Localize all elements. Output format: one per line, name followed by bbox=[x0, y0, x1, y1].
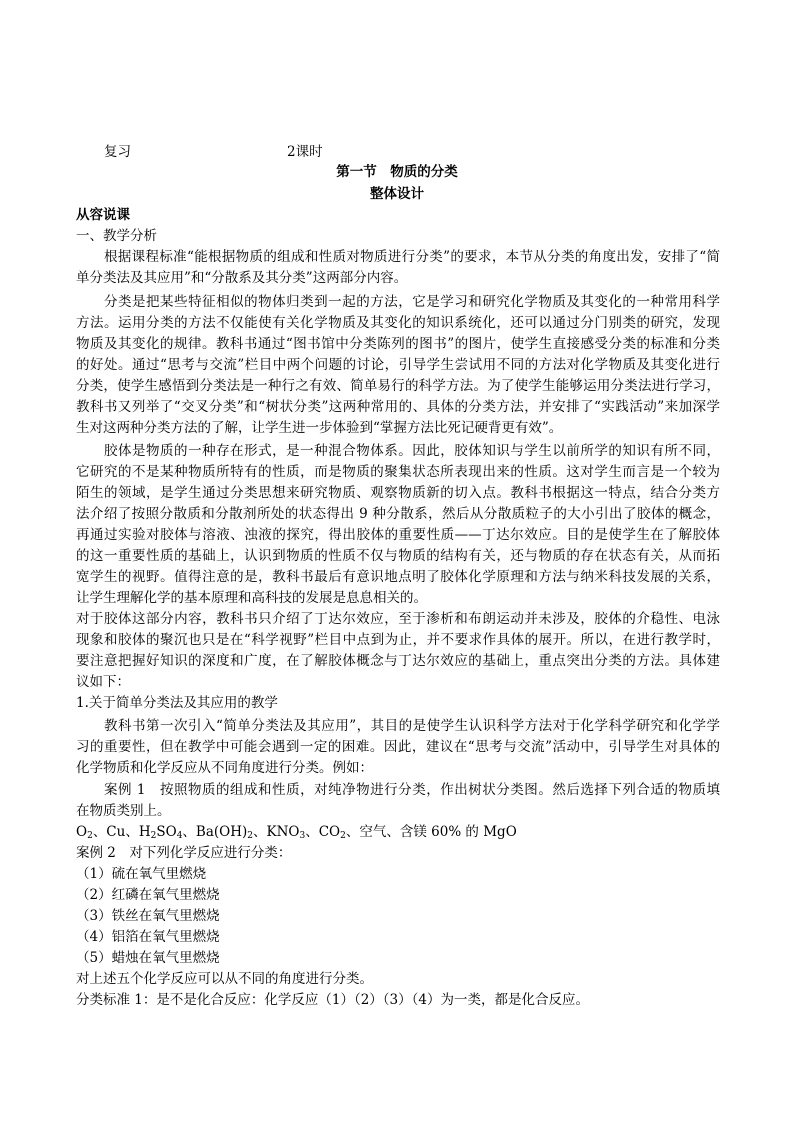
paragraph-line: 它研究的不是某种物质所特有的性质，而是物质的聚集状态所表现出来的性质。这对学生而言是一个较为 bbox=[76, 464, 720, 480]
subsection-title: 1.关于简单分类法及其应用的教学 bbox=[76, 695, 278, 711]
summary-line: 对上述五个化学反应可以从不同的角度进行分类。 bbox=[76, 971, 373, 987]
paragraph-line: 教科书第一次引入“简单分类法及其应用”，其目的是使学生认识科学方法对于化学科学研究和化学学 bbox=[104, 718, 720, 734]
paragraph-line: 胶体是物质的一种存在形式，是一种混合物体系。因此，胶体知识与学生以前所学的知识有所不同， bbox=[104, 443, 720, 459]
paragraph-line: 教科书又列举了“交叉分类”和“树状分类”这两种常用的、具体的分类方法，并安排了“实践活动”来加深学 bbox=[76, 399, 720, 415]
paragraph-line: 议如下： bbox=[76, 674, 130, 690]
case-1-text: 案例 1 按照物质的组成和性质，对纯净物进行分类，作出树状分类图。然后选择下列合适的物质填 bbox=[104, 782, 720, 798]
reaction-item: （1）硫在氧气里燃烧 bbox=[76, 866, 207, 882]
section-title: 第一节 物质的分类 bbox=[336, 164, 458, 180]
reaction-item: （2）红磷在氧气里燃烧 bbox=[76, 887, 220, 903]
paragraph-line: 分类是把某些特征相似的物体归类到一起的方法，它是学习和研究化学物质及其变化的一种常用科学 bbox=[104, 294, 720, 310]
paragraph-line: 现象和胶体的聚沉也只是在“科学视野”栏目中点到为止，并不要求作具体的展开。所以，在进行教学时， bbox=[76, 632, 720, 648]
paragraph-line: 方法。运用分类的方法不仅能使有关化学物质及其变化的知识系统化，还可以通过分门别类的研究，发现 bbox=[76, 315, 720, 331]
course-label: 复习 bbox=[104, 144, 131, 160]
paragraph-line: 根据课程标准“能根据物质的组成和性质对物质进行分类”的要求，本节从分类的角度出发，安排了“简 bbox=[104, 249, 720, 265]
case-2-title: 案例 2 对下列化学反应进行分类： bbox=[76, 845, 292, 861]
paragraph-line: 对于胶体这部分内容，教科书只介绍了丁达尔效应，至于渗析和布朗运动并未涉及，胶体的介稳性、电泳 bbox=[76, 611, 720, 627]
paragraph-line: 再通过实验对胶体与溶液、浊液的探究，得出胶体的重要性质——丁达尔效应。目的是使学生在了解胶体 bbox=[76, 527, 720, 543]
paragraph-line: 要注意把握好知识的深度和广度，在了解胶体概念与丁达尔效应的基础上，重点突出分类的方法。具体建 bbox=[76, 653, 720, 669]
formula-line: $O_2$、Cu、$H_2SO_4$、$Ba(OH)_2$、$KNO_3$、$CO_2$、空气、含镁 60% 的 MgO bbox=[76, 824, 517, 841]
hours-label: 2课时 bbox=[287, 144, 323, 160]
reaction-item: （4）铝箔在氧气里燃烧 bbox=[76, 929, 220, 945]
paragraph-line: 分类，使学生感悟到分类法是一种行之有效、简单易行的科学方法。为了使学生能够运用分类法进行学习， bbox=[76, 378, 720, 394]
paragraph-line: 习的重要性，但在教学中可能会遇到一定的困难。因此，建议在“思考与交流”活动中，引导学生对具体的 bbox=[76, 739, 720, 755]
paragraph-line: 的好处。通过“思考与交流”栏目中两个问题的讨论，引导学生尝试用不同的方法对化学物质及其变化进行 bbox=[76, 357, 720, 373]
paragraph-line: 物质及其变化的规律。教科书通过“图书馆中分类陈列的图书”的图片，使学生直接感受分类的标准和分类 bbox=[76, 336, 720, 352]
design-subtitle: 整体设计 bbox=[370, 186, 424, 202]
classification-standard-1: 分类标准 1：是不是化合反应：化学反应（1）（2）（3）（4）为一类，都是化合反应。 bbox=[76, 992, 589, 1008]
section-heading: 从容说课 bbox=[76, 207, 130, 223]
paragraph-line: 单分类法及其应用”和“分散系及其分类”这两部分内容。 bbox=[76, 270, 408, 286]
case-1-text: 在物质类别上。 bbox=[76, 803, 171, 819]
paragraph-line: 生对这两种分类方法的了解，让学生进一步体验到“掌握方法比死记硬背更有效”。 bbox=[76, 420, 563, 436]
paragraph-line: 化学物质和化学反应从不同角度进行分类。例如： bbox=[76, 760, 373, 776]
part-title: 一、教学分析 bbox=[76, 228, 157, 244]
paragraph-line: 宽学生的视野。值得注意的是，教科书最后有意识地点明了胶体化学原理和方法与纳米科技发展的关系， bbox=[76, 569, 720, 585]
reaction-item: （3）铁丝在氧气里燃烧 bbox=[76, 908, 220, 924]
paragraph-line: 陌生的领域，是学生通过分类思想来研究物质、观察物质新的切入点。教科书根据这一特点，结合分类方 bbox=[76, 485, 720, 501]
reaction-item: （5）蜡烛在氧气里燃烧 bbox=[76, 950, 220, 966]
paragraph-line: 让学生理解化学的基本原理和高科技的发展是息息相关的。 bbox=[76, 590, 427, 606]
paragraph-line: 的这一重要性质的基础上，认识到物质的性质不仅与物质的结构有关，还与物质的存在状态有关，从而拓 bbox=[76, 548, 720, 564]
paragraph-line: 法介绍了按照分散质和分散剂所处的状态得出 9 种分散系，然后从分散质粒子的大小引出了胶体的概念， bbox=[76, 506, 720, 522]
